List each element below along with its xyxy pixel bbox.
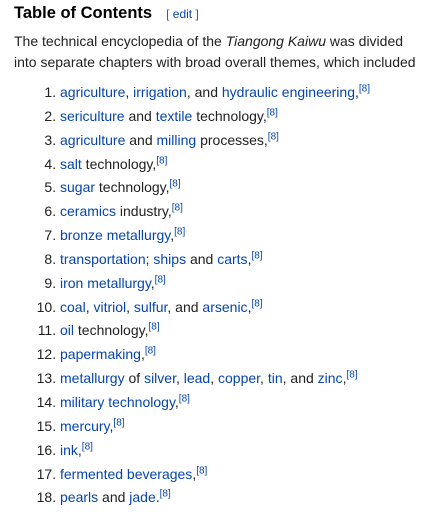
topic-link[interactable]: lead	[183, 370, 211, 387]
chapter-item	[60, 343, 429, 367]
chapter-item	[60, 439, 429, 463]
intro-text-after: was divided into separate chapters with broad overall themes, which included	[14, 33, 416, 70]
citation-link[interactable]: [8]	[346, 369, 358, 381]
chapter-text: ,	[126, 298, 134, 315]
citation-ref	[113, 417, 124, 428]
chapter-item	[60, 415, 429, 439]
citation-ref	[179, 393, 190, 404]
citation-link[interactable]: [8]	[144, 345, 156, 357]
chapter-text: ,	[174, 393, 179, 410]
chapter-text: ,	[192, 465, 197, 482]
chapter-text: technology,	[192, 107, 267, 124]
citation-ref	[145, 346, 156, 357]
citation-ref	[359, 83, 370, 94]
topic-link[interactable]: transportation	[60, 250, 146, 267]
topic-link[interactable]: copper	[218, 370, 261, 387]
citation-link[interactable]: [8]	[196, 464, 208, 476]
chapter-text: ,	[77, 441, 82, 458]
chapter-item	[60, 176, 429, 200]
chapter-text: ,	[247, 250, 252, 267]
chapter-text: ,	[247, 298, 252, 315]
citation-link[interactable]: [8]	[178, 393, 190, 405]
topic-link[interactable]: silver	[144, 370, 176, 387]
citation-ref	[174, 226, 185, 237]
citation-ref	[155, 274, 166, 285]
topic-link[interactable]: ships	[153, 250, 187, 267]
chapter-text: ,	[342, 370, 347, 387]
chapter-text: and	[125, 131, 157, 148]
citation-ref	[267, 107, 278, 118]
chapter-text: ,	[175, 370, 184, 387]
citation-link[interactable]: [8]	[81, 441, 93, 452]
topic-link[interactable]: textile	[155, 107, 193, 124]
chapter-item	[60, 224, 429, 248]
topic-link[interactable]: agriculture	[60, 84, 126, 100]
edit-bracket-open: [	[166, 7, 170, 21]
topic-link[interactable]: irrigation	[133, 84, 187, 100]
chapter-text: ;	[145, 250, 154, 267]
topic-link[interactable]: hydraulic engineering	[221, 84, 355, 100]
topic-link[interactable]: sulfur	[133, 298, 168, 315]
topic-link[interactable]: ceramics	[60, 203, 117, 220]
chapter-item	[60, 319, 429, 343]
chapter-text: and	[186, 250, 218, 267]
topic-link[interactable]: sugar	[60, 179, 96, 196]
citation-ref	[251, 250, 262, 261]
citation-ref	[251, 298, 262, 309]
citation-ref	[268, 131, 279, 142]
citation-link[interactable]: [8]	[251, 297, 263, 309]
citation-ref	[196, 465, 207, 476]
chapter-text: industry,	[116, 203, 172, 220]
chapter-text: ,	[125, 84, 134, 100]
chapter-item	[60, 200, 429, 224]
edit-section-link[interactable]: edit	[172, 7, 193, 21]
chapter-text: ,	[354, 84, 359, 100]
citation-link[interactable]: [8]	[148, 321, 160, 333]
citation-link[interactable]: [8]	[169, 178, 181, 190]
topic-link[interactable]: milling	[156, 131, 197, 148]
chapter-text: ,	[150, 274, 155, 291]
topic-link[interactable]: salt	[60, 155, 82, 172]
chapter-item	[60, 367, 429, 391]
chapter-text: processes,	[196, 131, 268, 148]
chapter-text: of	[124, 370, 145, 387]
section-title: Table of Contents	[14, 4, 153, 22]
chapter-item	[60, 296, 429, 320]
topic-link[interactable]: ink	[60, 441, 78, 458]
citation-link[interactable]: [8]	[113, 417, 125, 429]
topic-link[interactable]: coal	[60, 298, 86, 315]
topic-link[interactable]: sericulture	[60, 107, 125, 124]
citation-link[interactable]: [8]	[154, 274, 166, 286]
citation-link[interactable]: [8]	[251, 250, 263, 262]
topic-link[interactable]: iron metallurgy	[60, 274, 151, 291]
citation-ref	[170, 179, 181, 190]
citation-link[interactable]: [8]	[358, 83, 370, 95]
chapter-item	[60, 248, 429, 272]
topic-link[interactable]: carts	[217, 250, 248, 267]
chapter-text: ,	[140, 346, 145, 363]
topic-link[interactable]: arsenic	[202, 298, 248, 315]
citation-ref	[148, 322, 159, 333]
chapter-list	[14, 81, 429, 510]
chapter-text: , and	[167, 298, 203, 315]
topic-link[interactable]: fermented beverages	[60, 465, 193, 482]
chapter-text: ,	[260, 370, 268, 387]
citation-ref	[172, 203, 183, 214]
chapter-item	[60, 153, 429, 177]
chapter-text: ,	[109, 417, 114, 434]
chapter-text: and	[124, 107, 156, 124]
citation-link[interactable]: [8]	[267, 131, 279, 143]
chapter-item	[60, 272, 429, 296]
topic-link[interactable]: vitriol	[93, 298, 127, 315]
citation-link[interactable]: [8]	[159, 488, 171, 500]
chapter-item	[60, 463, 429, 487]
chapter-item	[60, 391, 429, 415]
chapter-text: , and	[282, 370, 318, 387]
chapter-text: , and	[186, 84, 222, 100]
topic-link[interactable]: mercury	[60, 417, 110, 434]
chapter-text: ,	[170, 227, 175, 244]
topic-link[interactable]: tin	[267, 370, 283, 387]
topic-link[interactable]: jade	[129, 489, 156, 506]
topic-link[interactable]: papermaking	[60, 346, 141, 363]
chapter-item	[60, 129, 429, 153]
citation-link[interactable]: [8]	[171, 202, 183, 214]
chapter-text: technology,	[74, 322, 149, 339]
chapter-item	[60, 81, 429, 105]
edit-section-links	[166, 7, 199, 21]
edit-bracket-close: ]	[195, 7, 199, 21]
citation-ref	[82, 441, 93, 452]
chapter-item	[60, 105, 429, 129]
citation-link[interactable]: [8]	[266, 107, 278, 119]
citation-ref	[346, 369, 357, 380]
topic-link[interactable]: bronze metallurgy	[60, 227, 171, 244]
citation-ref	[156, 155, 167, 166]
topic-link[interactable]: agriculture	[60, 131, 126, 148]
intro-paragraph	[14, 31, 429, 73]
topic-link[interactable]: pearls	[60, 489, 99, 506]
intro-text-before: The technical encyclopedia of the	[14, 33, 226, 49]
citation-link[interactable]: [8]	[156, 154, 168, 166]
citation-ref	[160, 489, 171, 500]
chapter-text: .	[155, 489, 160, 506]
citation-link[interactable]: [8]	[174, 226, 186, 238]
chapter-text: ,	[210, 370, 218, 387]
chapter-text: and	[98, 489, 130, 506]
chapter-item	[60, 486, 429, 510]
chapter-text: technology,	[81, 155, 157, 172]
section-heading	[14, 4, 429, 23]
topic-link[interactable]: military technology	[60, 393, 175, 410]
topic-link[interactable]: zinc	[317, 370, 343, 387]
chapter-text: technology,	[95, 179, 170, 196]
chapter-text: ,	[85, 298, 94, 315]
topic-link[interactable]: oil	[60, 322, 75, 339]
work-title: Tiangong Kaiwu	[225, 33, 326, 49]
topic-link[interactable]: metallurgy	[60, 370, 125, 387]
